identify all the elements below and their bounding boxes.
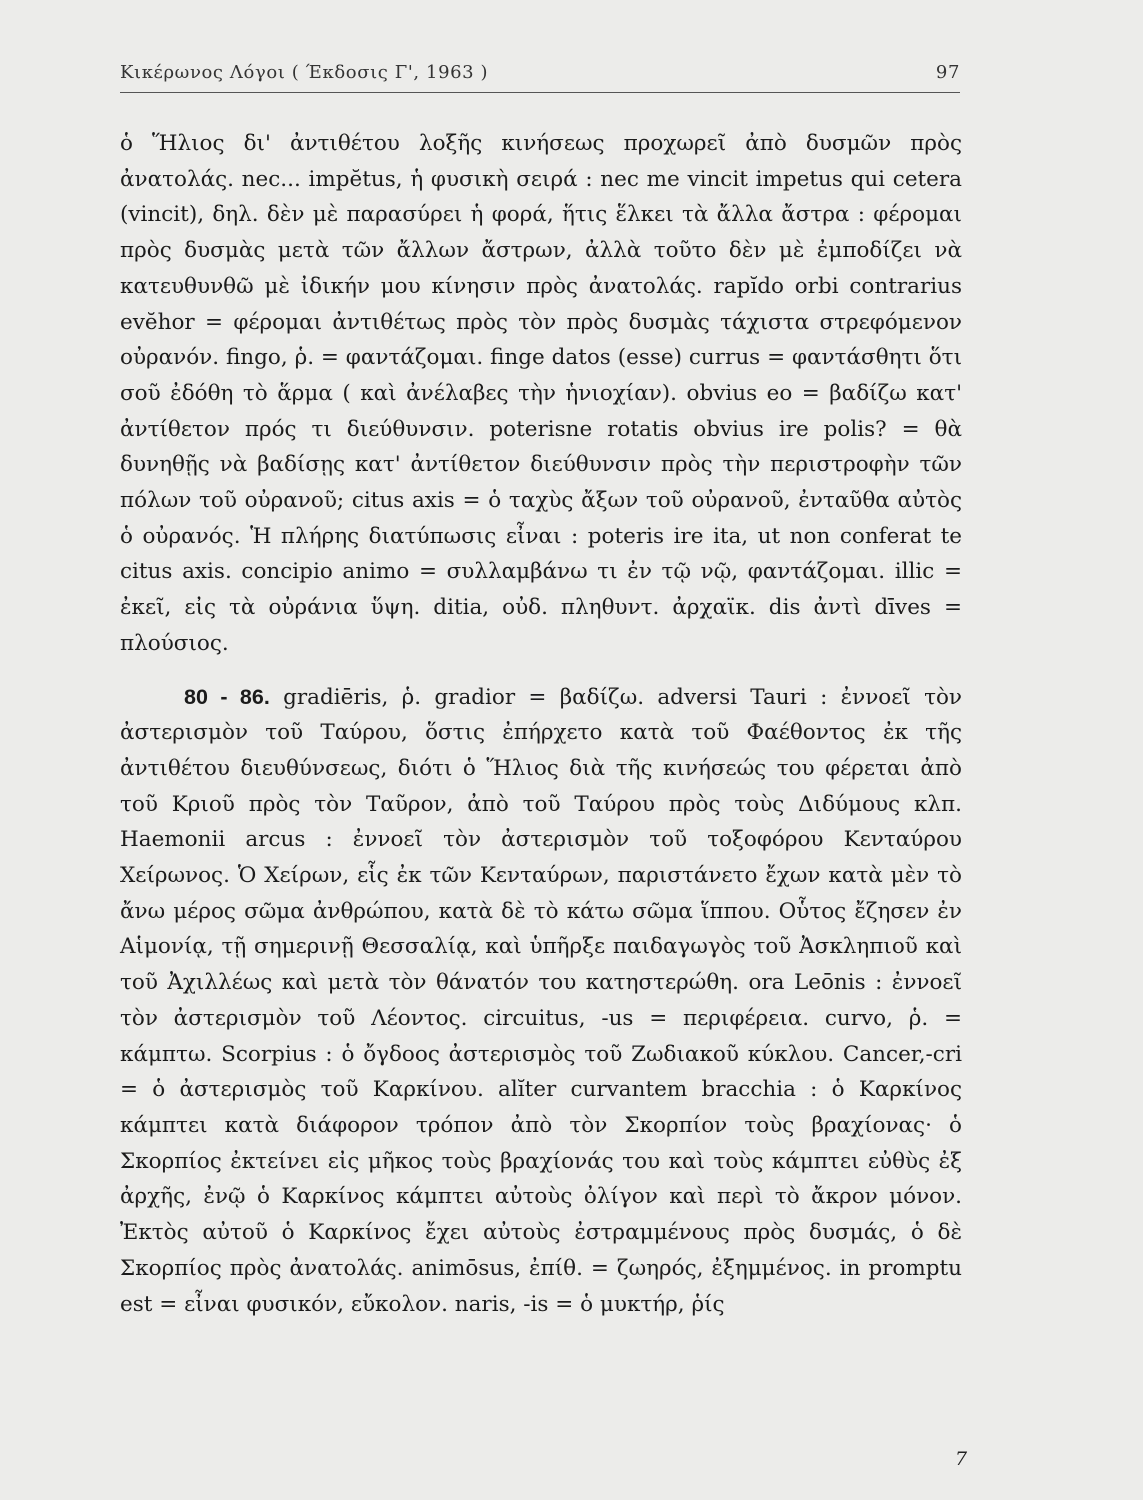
page-number: 97 <box>935 62 960 83</box>
paragraph-1: ὁ Ἥλιος δι' ἀντιθέτου λοξῆς κινήσεως προχωρεῖ ἀπὸ δυσμῶν πρὸς ἀνατολάς. nec... impĕtus, ἡ φυσικὴ σειρά : nec me vincit impetus qui cetera (vincit), δηλ. δὲν μὲ παρασύρει ἡ φορά, ἥτις ἕλκει τὰ ἄλλα ἄστρα : φέρομαι πρὸς δυσμὰς μετὰ τῶν ἄλλων ἄστρων, ἀλλὰ τοῦτο δὲν μὲ ἐμποδίζει νὰ κατευθυνθῶ μὲ ἰδικήν μου κίνησιν πρὸς ἀνατολάς. rapĭdo orbi contrarius evĕhor = φέρομαι ἀντιθέτως πρὸς τὸν πρὸς δυσμὰς τάχιστα στρεφόμενον οὐρανόν. fingo, ῥ. = φαντάζομαι. finge datos (esse) currus = φαντάσθητι ὅτι σοῦ ἐδόθη τὸ ἅρμα ( καὶ ἀνέλαβες τὴν ἡνιοχίαν). obvius eo = βαδίζω κατ' ἀντίθετον πρός τι διεύθυνσιν. poterisne rotatis obvius ire polis? = θὰ δυνηθῇς νὰ βαδίσῃς κατ' ἀντίθετον διεύθυνσιν πρὸς τὴν περιστροφὴν τῶν πόλων τοῦ οὐρανοῦ; citus axis = ὁ ταχὺς ἄξων τοῦ οὐρανοῦ, ἐνταῦθα αὐτὸς ὁ οὐρανός. Ἡ πλήρης διατύπωσις εἶναι : poteris ire ita, ut non conferat te citus axis. concipio animo = συλλαμβάνω τι ἐν τῷ νῷ, φαντάζομαι. illic = ἐκεῖ, εἰς τὰ οὐράνια ὕψη. ditia, οὐδ. πληθυντ. ἀρχαϊκ. dis ἀντὶ dīves = πλούσιος. <box>120 131 962 656</box>
section-lemma: 80 - 86. <box>184 684 270 709</box>
header-rule <box>120 92 960 93</box>
body-text <box>120 126 962 1322</box>
running-title: Κικέρωνος Λόγοι ( Έκδοσις Γ', 1963 ) <box>120 62 489 83</box>
signature-mark: 7 <box>955 1448 968 1470</box>
paragraph-2 <box>120 680 962 1323</box>
paragraph-2-text: gradiēris, ῥ. gradior = βαδίζω. adversi Tauri : ἐννοεῖ τὸν ἀστερισμὸν τοῦ Ταύρου, ὅστις ἐπήρχετο κατὰ τοῦ Φαέθοντος ἐκ τῆς ἀντιθέτου διευθύνσεως, διότι ὁ Ἥλιος διὰ τῆς κινήσεώς του φέρεται ἀπὸ τοῦ Κριοῦ πρὸς τὸν Ταῦρον, ἀπὸ τοῦ Ταύρου πρὸς τοὺς Διδύμους κλπ. Haemonii arcus : ἐννοεῖ τὸν ἀστερισμὸν τοῦ τοξοφόρου Κενταύρου Χείρωνος. Ὁ Χείρων, εἷς ἐκ τῶν Κενταύρων, παριστάνετο ἔχων κατὰ μὲν τὸ ἄνω μέρος σῶμα ἀνθρώπου, κατὰ δὲ τὸ κάτω σῶμα ἵππου. Οὗτος ἔζησεν ἐν Αἱμονίᾳ, τῇ σημερινῇ Θεσσαλίᾳ, καὶ ὑπῆρξε παιδαγωγὸς τοῦ Ἀσκληπιοῦ καὶ τοῦ Ἀχιλλέως καὶ μετὰ τὸν θάνατόν του κατηστερώθη. ora Leōnis : ἐννοεῖ τὸν ἀστερισμὸν τοῦ Λέοντος. circuitus, -us = περιφέρεια. curvo, ῥ. = κάμπτω. Scorpius : ὁ ὄγδοος ἀστερισμὸς τοῦ Ζωδιακοῦ κύκλου. Cancer,-cri = ὁ ἀστερισμὸς τοῦ Καρκίνου. alĭter curvantem bracchia : ὁ Καρκίνος κάμπτει κατὰ διάφορον τρόπον ἀπὸ τὸν Σκορπίον τοὺς βραχίονας· ὁ Σκορπίος ἐκτείνει εἰς μῆκος τοὺς βραχίονάς του καὶ τοὺς κάμπτει εὐθὺς ἐξ ἀρχῆς, ἐνῷ ὁ Καρκίνος κάμπτει αὐτοὺς ὀλίγον καὶ περὶ τὸ ἄκρον μόνον. Ἐκτὸς αὐτοῦ ὁ Καρκίνος ἔχει αὐτοὺς ἐστραμμένους πρὸς δυσμάς, ὁ δὲ Σκορπίος πρὸς ἀνατολάς. animōsus, ἐπίθ. = ζωηρός, ἐξημμένος. in promptu est = εἶναι φυσικόν, εὔκολον. naris, -is = ὁ μυκτήρ, ῥίς <box>120 684 962 1317</box>
